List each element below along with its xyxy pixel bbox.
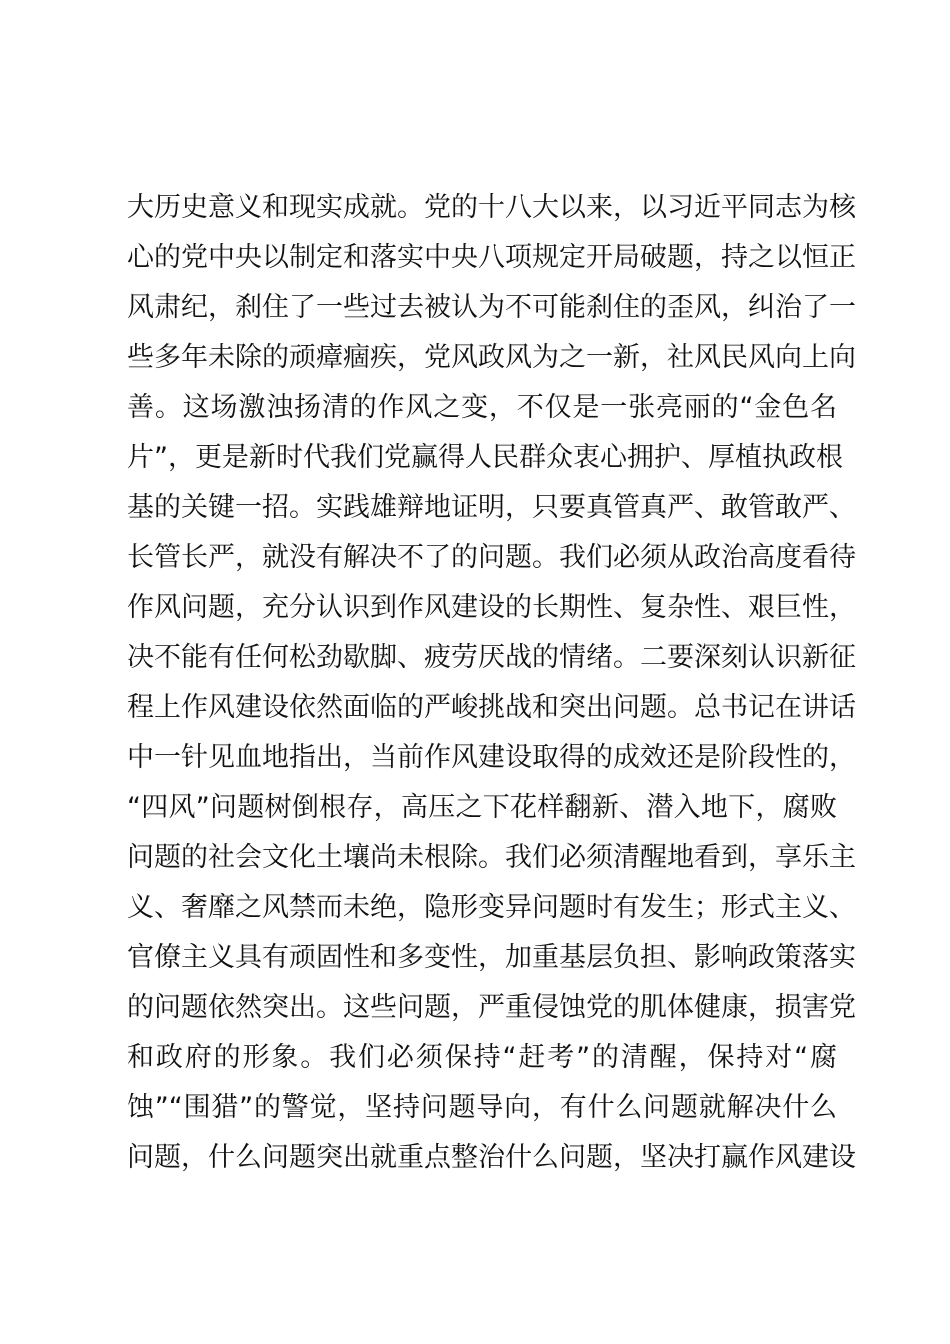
text-line-18: 和政府的形象。我们必须保持“赶考”的清醒，保持对“腐	[127, 1042, 837, 1073]
text-line-2: 心的党中央以制定和落实中央八项规定开局破题，持之以恒正	[127, 242, 856, 273]
text-line-17: 的问题依然突出。这些问题，严重侵蚀党的肌体健康，损害党	[127, 992, 856, 1023]
text-line-19: 蚀”“围猎”的警觉，坚持问题导向，有什么问题就解决什么	[127, 1092, 837, 1123]
text-line-9: 作风问题，充分认识到作风建设的长期性、复杂性、艰巨性，	[127, 592, 856, 623]
text-line-14: 问题的社会文化土壤尚未根除。我们必须清醒地看到，享乐主	[127, 842, 856, 873]
text-line-16: 官僚主义具有顽固性和多变性，加重基层负担、影响政策落实	[127, 942, 856, 973]
text-line-8: 长管长严，就没有解决不了的问题。我们必须从政治高度看待	[127, 542, 856, 573]
text-line-6: 片”，更是新时代我们党赢得人民群众衷心拥护、厚植执政根	[127, 442, 843, 473]
text-line-10: 决不能有任何松劲歇脚、疲劳厌战的情绪。二要深刻认识新征	[127, 642, 856, 673]
text-line-3: 风肃纪，刹住了一些过去被认为不可能刹住的歪风，纠治了一	[127, 292, 856, 323]
text-line-11: 程上作风建设依然面临的严峻挑战和突出问题。总书记在讲话	[127, 692, 856, 723]
text-line-20: 问题，什么问题突出就重点整治什么问题，坚决打赢作风建设	[127, 1142, 856, 1173]
text-line-7: 基的关键一招。实践雄辩地证明，只要真管真严、敢管敢严、	[127, 492, 856, 523]
text-line-5: 善。这场激浊扬清的作风之变，不仅是一张亮丽的“金色名	[127, 392, 837, 423]
text-line-12: 中一针见血地指出，当前作风建设取得的成效还是阶段性的，	[127, 742, 856, 773]
text-line-13: “四风”问题树倒根存，高压之下花样翻新、潜入地下，腐败	[127, 792, 837, 823]
text-line-4: 些多年未除的顽瘴痼疾，党风政风为之一新，社风民风向上向	[127, 342, 856, 373]
text-line-1: 大历史意义和现实成就。党的十八大以来，以习近平同志为核	[127, 192, 856, 223]
text-line-15: 义、奢靡之风禁而未绝，隐形变异问题时有发生；形式主义、	[127, 892, 856, 923]
body-paragraph	[127, 183, 856, 1183]
